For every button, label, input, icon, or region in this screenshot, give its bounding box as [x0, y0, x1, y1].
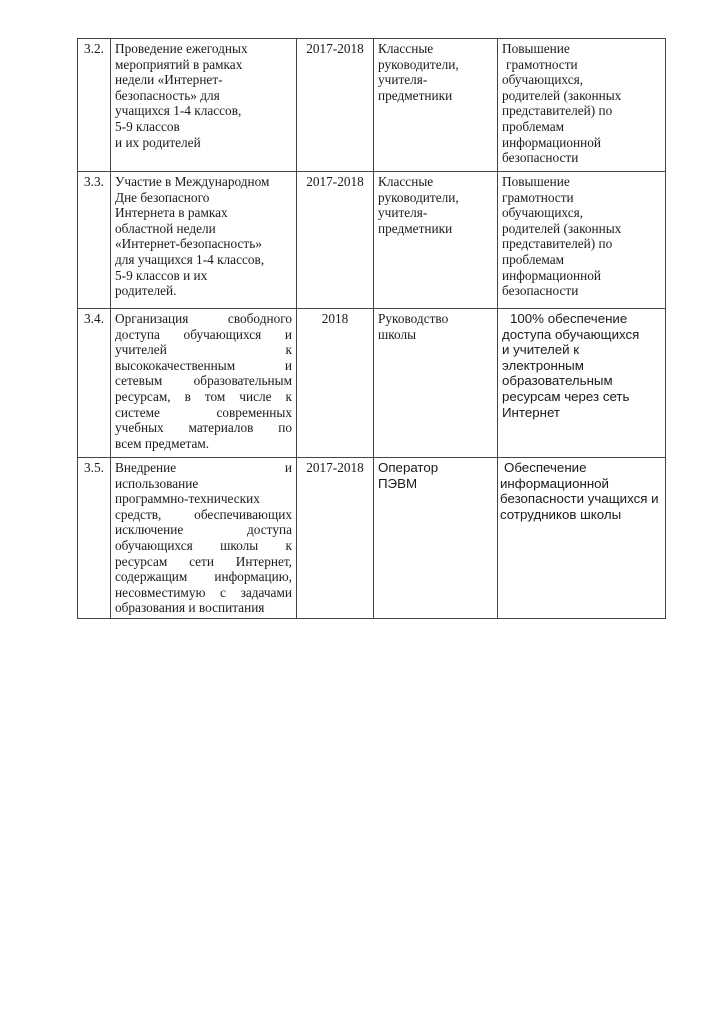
- result-cell: Обеспечение информационной безопасности учащихся и сотрудников школы: [498, 458, 666, 619]
- activity-cell: Внедрение и использование программно-технических средств, обеспечивающих исключение доступа обучающихся школы к ресурсам сети Интернет, содержащим информацию, несовместимую с задачами образования и воспитания: [111, 458, 297, 619]
- activity-cell: Участие в Международном Дне безопасного Интернета в рамках областной недели «Интернет-безопасность» для учащихся 1-4 классов, 5-9 классов и их родителей.: [111, 172, 297, 309]
- table-row: [78, 458, 666, 619]
- term-cell: 2017-2018: [297, 172, 374, 309]
- activity-cell: Проведение ежегодных мероприятий в рамках недели «Интернет- безопасность» для учащихся 1-4 классов, 5-9 классов и их родителей: [111, 39, 297, 172]
- row-number: 3.3.: [78, 172, 111, 309]
- table-row: [78, 172, 666, 309]
- document-page: [77, 38, 665, 619]
- table-row: [78, 39, 666, 172]
- row-number: 3.4.: [78, 309, 111, 458]
- result-cell: Повышение грамотности обучающихся, родителей (законных представителей) по проблемам информационной безопасности: [498, 172, 666, 309]
- result-cell: 100% обеспечение доступа обучающихся и учителей к электронным образовательным ресурсам через сеть Интернет: [498, 309, 666, 458]
- responsible-cell: Классные руководители, учителя- предметники: [374, 172, 498, 309]
- row-number: 3.2.: [78, 39, 111, 172]
- activities-table: [77, 38, 666, 619]
- result-cell: Повышение грамотности обучающихся, родителей (законных представителей) по проблемам информационной безопасности: [498, 39, 666, 172]
- term-cell: 2017-2018: [297, 458, 374, 619]
- table-row: [78, 309, 666, 458]
- term-cell: 2017-2018: [297, 39, 374, 172]
- term-cell: 2018: [297, 309, 374, 458]
- responsible-cell: Классные руководители, учителя- предметники: [374, 39, 498, 172]
- activity-cell: Организация свободного доступа обучающихся и учителей к высококачественным и сетевым образовательным ресурсам, в том числе к системе современных учебных материалов по всем предметам.: [111, 309, 297, 458]
- responsible-cell: Оператор ПЭВМ: [374, 458, 498, 619]
- responsible-cell: Руководство школы: [374, 309, 498, 458]
- row-number: 3.5.: [78, 458, 111, 619]
